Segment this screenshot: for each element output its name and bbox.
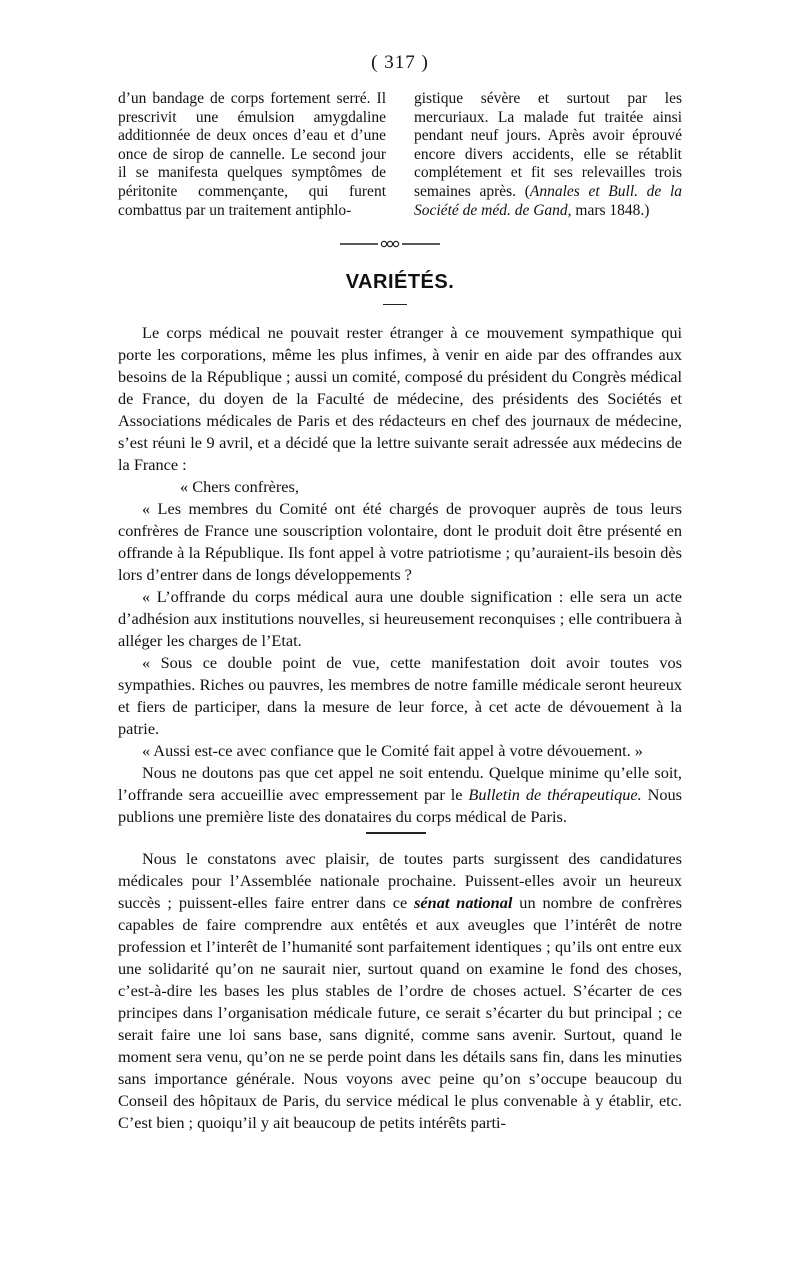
conclusion-text-start: Nous ne doutons pas que cet appel ne soit entendu. Quelque minime qu’elle soit, l’offrande sera accueillie avec empressement par le [118, 763, 682, 804]
letter-salutation: « Chers confrères, [180, 477, 299, 496]
letter-paragraph: « Les membres du Comité ont été chargés de provoquer auprès de tous leurs confrères de France une souscription volontaire, dont le produit doit être présenté en offrande à la République. Ils font appel à votre patriotisme ; qu’auraient-ils besoin dès lors d’entrer dans de longs développements ? [118, 499, 682, 584]
article-paragraph-conclusion [118, 762, 682, 828]
left-column [118, 90, 386, 220]
second-article-paragraph [118, 848, 682, 1134]
second-article-text-start: Nous le constatons avec plaisir, de toutes parts surgissent des candidatures médicales pour l’Assemblée nationale prochaine. Puissent-elles avoir un heureux succès ; puissent-elles faire entrer dans ce [118, 849, 682, 912]
article-body [118, 322, 682, 828]
separator-rule [366, 832, 426, 834]
letter-paragraph: « Sous ce double point de vue, cette manifestation doit avoir toutes vos sympathies. Riches ou pauvres, les membres de notre famille médicale seront heureux et fiers de participer, dans la mesure de leur force, à cet acte de dévouement à la patrie. [118, 653, 682, 738]
letter-closing: « Aussi est-ce avec confiance que le Comité fait appel à votre dévouement. » [142, 741, 643, 760]
citation-date: mars 1848.) [571, 201, 650, 219]
title-rule [383, 304, 407, 305]
two-column-section [118, 90, 682, 220]
right-column-body: gistique sévère et surtout par les mercuriaux. La malade fut traitée ainsi pendant neuf jours. Après avoir éprouvé encore divers accidents, elle se rétablit complétement et fit ses relevailles trois semaines après. ( [414, 90, 682, 200]
article-paragraph-intro: Le corps médical ne pouvait rester étranger à ce mouvement sympathique qui porte les corporations, même les plus infimes, à venir en aide par des offrandes aux besoins de la République ; aussi un comité, composé du président du Congrès médical de France, du doyen de la Faculté de médecine, des présidents des Sociétés et Associations médicales de Paris et des rédacteurs en chef des journaux de médecine, s’est réuni le 9 avril, et a décidé que la lettre suivante serait adressée aux médecins de la France : [118, 323, 682, 474]
citation-source: Annales et Bull. de la Société de méd. de Gand, [414, 182, 683, 219]
right-column [414, 90, 682, 220]
right-column-text [414, 90, 682, 220]
section-title: VARIÉTÉS. [345, 271, 455, 293]
ornament-divider [340, 240, 440, 248]
second-article-text-end: un nombre de confrères capables de faire comprendre aux entêtés et aux aveugles que l’intérêt de notre profession et l’interêt de l’humanité sont parfaitement identiques ; qu’ils ont entre eux une solidarité qu’on ne saurait nier, surtout quand on examine le fond des choses, c’est-à-dire les bases les plus stables de l’ordre de choses actuel. S’écarter de ces principes dans l’organisation médicale future, ce serait s’écarter du but principal ; ce serait faire une loi sans base, sans dignité, comme sans avenir. Surtout, quand le moment sera venu, qu’on ne se perde point dans les détails sans fin, dans les minuties sans importance générale. Nous voyons avec peine qu’on s’occupe beaucoup du Conseil des hôpitaux de Paris, du service médical le plus convenable à y établir, etc. C’est bien ; quoiqu’il y ait beaucoup de petits intérêts parti- [118, 893, 682, 1132]
emphasis-senat-national: sénat national [414, 893, 513, 912]
letter-paragraph: « L’offrande du corps médical aura une double signification : elle sera un acte d’adhésion aux institutions nouvelles, si heureusement reconquises ; elle contribuera à alléger les charges de l’Etat. [118, 587, 682, 650]
journal-title: Bulletin de thérapeutique. [468, 785, 642, 804]
conclusion-text-end: Nous publions une première liste des donataires du corps médical de Paris. [118, 785, 682, 826]
left-column-text: d’un bandage de corps fortement serré. Il prescrivit une émulsion amygdaline additionnée de deux onces d’eau et d’une once de sirop de cannelle. Le second jour il se manifesta quelques symptômes de péritonite commençante, qui furent combattus par un traitement antiphlo- [118, 90, 386, 219]
page-number: ( 317 ) [371, 52, 429, 73]
second-article-body [118, 848, 682, 1134]
